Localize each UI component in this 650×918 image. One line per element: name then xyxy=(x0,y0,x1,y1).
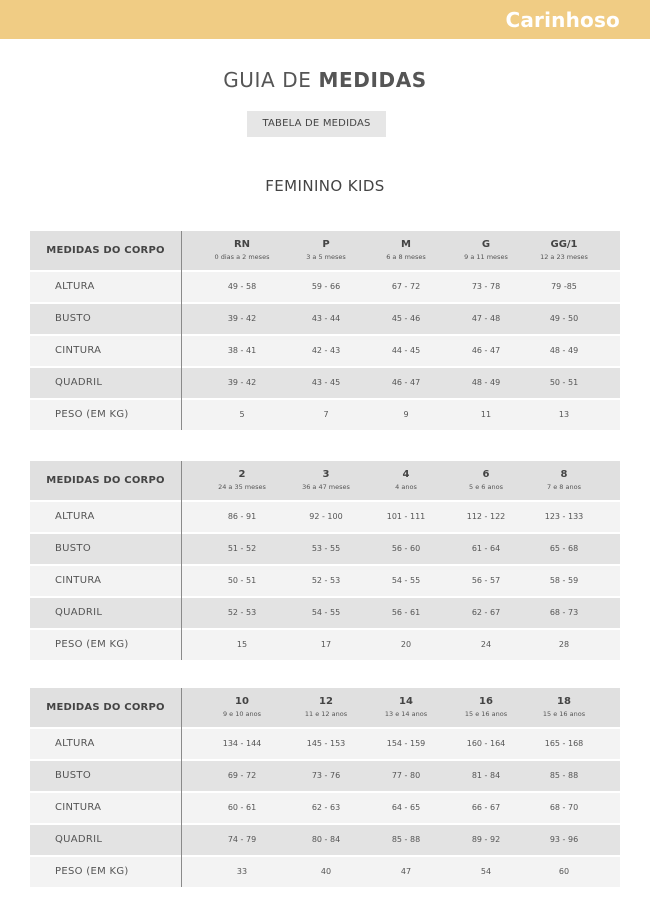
table-cell: 77 - 80 xyxy=(391,771,421,780)
table-cell: 45 - 46 xyxy=(391,314,421,323)
row-label: PESO (EM KG) xyxy=(55,866,129,877)
table-cell: 62 - 67 xyxy=(471,608,501,617)
table-row xyxy=(30,534,620,566)
table-cell: 54 - 55 xyxy=(391,576,421,585)
size-label: 3 xyxy=(322,469,330,480)
header-label: MEDIDAS DO CORPO xyxy=(46,245,165,256)
size-table xyxy=(30,688,620,889)
brand-logo[interactable]: Carinhoso xyxy=(505,8,620,32)
table-cell: 56 - 60 xyxy=(391,544,421,553)
page-title-light: GUIA DE xyxy=(223,68,319,92)
size-label: M xyxy=(401,239,411,250)
table-cell: 48 - 49 xyxy=(549,346,579,355)
table-row xyxy=(30,793,620,825)
table-cell: 48 - 49 xyxy=(471,378,501,387)
table-cell: 17 xyxy=(320,640,332,649)
tab-size-table[interactable]: TABELA DE MEDIDAS xyxy=(247,111,386,137)
table-row xyxy=(30,400,620,432)
table-cell: 92 - 100 xyxy=(309,512,343,521)
size-column-header xyxy=(441,231,531,270)
table-cell: 68 - 70 xyxy=(549,803,579,812)
row-label: CINTURA xyxy=(55,802,102,813)
table-cell: 49 - 58 xyxy=(227,282,257,291)
size-label: 10 xyxy=(235,696,249,707)
age-range: 4 anos xyxy=(395,483,417,491)
table-row xyxy=(30,304,620,336)
header-label: MEDIDAS DO CORPO xyxy=(46,475,165,486)
table-cell: 33 xyxy=(236,867,248,876)
table-cell: 74 - 79 xyxy=(227,835,257,844)
table-row xyxy=(30,566,620,598)
table-cell: 123 - 133 xyxy=(544,512,584,521)
table-cell: 64 - 65 xyxy=(391,803,421,812)
table-cell: 51 - 52 xyxy=(227,544,257,553)
age-range: 24 a 35 meses xyxy=(218,483,266,491)
row-label: CINTURA xyxy=(55,345,102,356)
table-cell: 85 - 88 xyxy=(391,835,421,844)
table-row xyxy=(30,502,620,534)
size-column-header xyxy=(281,461,371,500)
size-label: 6 xyxy=(482,469,490,480)
table-cell: 165 - 168 xyxy=(544,739,584,748)
size-column-header xyxy=(197,231,287,270)
table-header xyxy=(30,688,620,729)
table-cell: 39 - 42 xyxy=(227,314,257,323)
table-cell: 47 - 48 xyxy=(471,314,501,323)
size-label: GG/1 xyxy=(550,239,578,250)
size-table xyxy=(30,461,620,662)
table-cell: 39 - 42 xyxy=(227,378,257,387)
table-cell: 86 - 91 xyxy=(227,512,257,521)
size-label: 2 xyxy=(238,469,246,480)
age-range: 9 a 11 meses xyxy=(464,253,508,261)
section-title: FEMININO KIDS xyxy=(265,177,385,195)
age-range: 6 a 8 meses xyxy=(386,253,426,261)
size-label: 4 xyxy=(402,469,410,480)
table-cell: 43 - 44 xyxy=(311,314,341,323)
table-cell: 24 xyxy=(480,640,492,649)
table-cell: 66 - 67 xyxy=(471,803,501,812)
row-label: BUSTO xyxy=(55,313,92,324)
table-cell: 79 -85 xyxy=(551,282,577,291)
row-label: QUADRIL xyxy=(55,834,103,845)
row-label: BUSTO xyxy=(55,770,92,781)
table-row xyxy=(30,368,620,400)
size-column-header xyxy=(281,688,371,727)
table-cell: 68 - 73 xyxy=(549,608,579,617)
table-cell: 9 xyxy=(403,410,409,419)
table-cell: 62 - 63 xyxy=(311,803,341,812)
size-label: 14 xyxy=(399,696,413,707)
table-cell: 80 - 84 xyxy=(311,835,341,844)
table-row xyxy=(30,825,620,857)
table-cell: 38 - 41 xyxy=(227,346,257,355)
row-label: QUADRIL xyxy=(55,377,103,388)
size-column-header xyxy=(281,231,371,270)
row-label: BUSTO xyxy=(55,543,92,554)
age-range: 0 dias a 2 meses xyxy=(214,253,270,261)
size-column-header xyxy=(519,231,609,270)
table-cell: 101 - 111 xyxy=(386,512,426,521)
table-row xyxy=(30,630,620,662)
size-label: G xyxy=(481,239,491,250)
size-label: P xyxy=(322,239,330,250)
table-cell: 49 - 50 xyxy=(549,314,579,323)
table-cell: 13 xyxy=(558,410,570,419)
table-cell: 89 - 92 xyxy=(471,835,501,844)
table-row xyxy=(30,598,620,630)
row-label: CINTURA xyxy=(55,575,102,586)
table-cell: 160 - 164 xyxy=(466,739,506,748)
size-column-header xyxy=(361,688,451,727)
table-cell: 20 xyxy=(400,640,412,649)
table-cell: 60 xyxy=(558,867,570,876)
size-column-header xyxy=(519,461,609,500)
table-row xyxy=(30,336,620,368)
size-column-header xyxy=(197,461,287,500)
table-cell: 52 - 53 xyxy=(311,576,341,585)
table-cell: 145 - 153 xyxy=(306,739,346,748)
table-cell: 46 - 47 xyxy=(391,378,421,387)
table-cell: 81 - 84 xyxy=(471,771,501,780)
size-column-header xyxy=(441,461,531,500)
table-cell: 58 - 59 xyxy=(549,576,579,585)
column-divider xyxy=(181,688,182,887)
table-cell: 52 - 53 xyxy=(227,608,257,617)
table-cell: 154 - 159 xyxy=(386,739,426,748)
table-cell: 73 - 78 xyxy=(471,282,501,291)
table-header xyxy=(30,461,620,502)
column-divider xyxy=(181,461,182,660)
table-cell: 54 xyxy=(480,867,492,876)
size-label: RN xyxy=(233,239,251,250)
table-row xyxy=(30,857,620,889)
size-label: 16 xyxy=(479,696,493,707)
size-label: 8 xyxy=(560,469,568,480)
row-label: PESO (EM KG) xyxy=(55,639,129,650)
size-column-header xyxy=(441,688,531,727)
row-label: ALTURA xyxy=(55,738,95,749)
table-row xyxy=(30,729,620,761)
table-cell: 54 - 55 xyxy=(311,608,341,617)
table-row xyxy=(30,761,620,793)
table-cell: 7 xyxy=(323,410,329,419)
table-cell: 134 - 144 xyxy=(222,739,262,748)
size-column-header xyxy=(519,688,609,727)
table-cell: 56 - 61 xyxy=(391,608,421,617)
table-cell: 50 - 51 xyxy=(227,576,257,585)
age-range: 36 a 47 meses xyxy=(302,483,350,491)
table-cell: 5 xyxy=(239,410,245,419)
table-row xyxy=(30,272,620,304)
page-title-bold: MEDIDAS xyxy=(318,68,427,92)
row-label: ALTURA xyxy=(55,281,95,292)
row-label: QUADRIL xyxy=(55,607,103,618)
table-cell: 53 - 55 xyxy=(311,544,341,553)
size-label: 18 xyxy=(557,696,571,707)
table-cell: 67 - 72 xyxy=(391,282,421,291)
brand-bar xyxy=(0,0,650,39)
table-cell: 50 - 51 xyxy=(549,378,579,387)
age-range: 11 e 12 anos xyxy=(304,710,348,718)
age-range: 12 a 23 meses xyxy=(540,253,588,261)
age-range: 15 e 16 anos xyxy=(542,710,586,718)
row-label: ALTURA xyxy=(55,511,95,522)
table-cell: 85 - 88 xyxy=(549,771,579,780)
table-cell: 59 - 66 xyxy=(311,282,341,291)
table-cell: 56 - 57 xyxy=(471,576,501,585)
table-cell: 61 - 64 xyxy=(471,544,501,553)
table-cell: 11 xyxy=(480,410,492,419)
table-cell: 60 - 61 xyxy=(227,803,257,812)
table-cell: 112 - 122 xyxy=(466,512,506,521)
table-cell: 43 - 45 xyxy=(311,378,341,387)
table-cell: 65 - 68 xyxy=(549,544,579,553)
age-range: 13 e 14 anos xyxy=(384,710,428,718)
age-range: 3 a 5 meses xyxy=(306,253,346,261)
age-range: 9 e 10 anos xyxy=(222,710,262,718)
size-table xyxy=(30,231,620,432)
size-column-header xyxy=(361,231,451,270)
table-cell: 15 xyxy=(236,640,248,649)
table-header xyxy=(30,231,620,272)
age-range: 7 e 8 anos xyxy=(547,483,581,491)
age-range: 5 e 6 anos xyxy=(469,483,503,491)
table-cell: 44 - 45 xyxy=(391,346,421,355)
table-cell: 40 xyxy=(320,867,332,876)
table-cell: 69 - 72 xyxy=(227,771,257,780)
table-cell: 46 - 47 xyxy=(471,346,501,355)
column-divider xyxy=(181,231,182,430)
table-cell: 47 xyxy=(400,867,412,876)
size-label: 12 xyxy=(319,696,333,707)
table-cell: 42 - 43 xyxy=(311,346,341,355)
size-column-header xyxy=(197,688,287,727)
header-label: MEDIDAS DO CORPO xyxy=(46,702,165,713)
size-column-header xyxy=(361,461,451,500)
age-range: 15 e 16 anos xyxy=(464,710,508,718)
table-cell: 93 - 96 xyxy=(549,835,579,844)
row-label: PESO (EM KG) xyxy=(55,409,129,420)
page-title xyxy=(0,68,650,92)
table-cell: 73 - 76 xyxy=(311,771,341,780)
table-cell: 28 xyxy=(558,640,570,649)
